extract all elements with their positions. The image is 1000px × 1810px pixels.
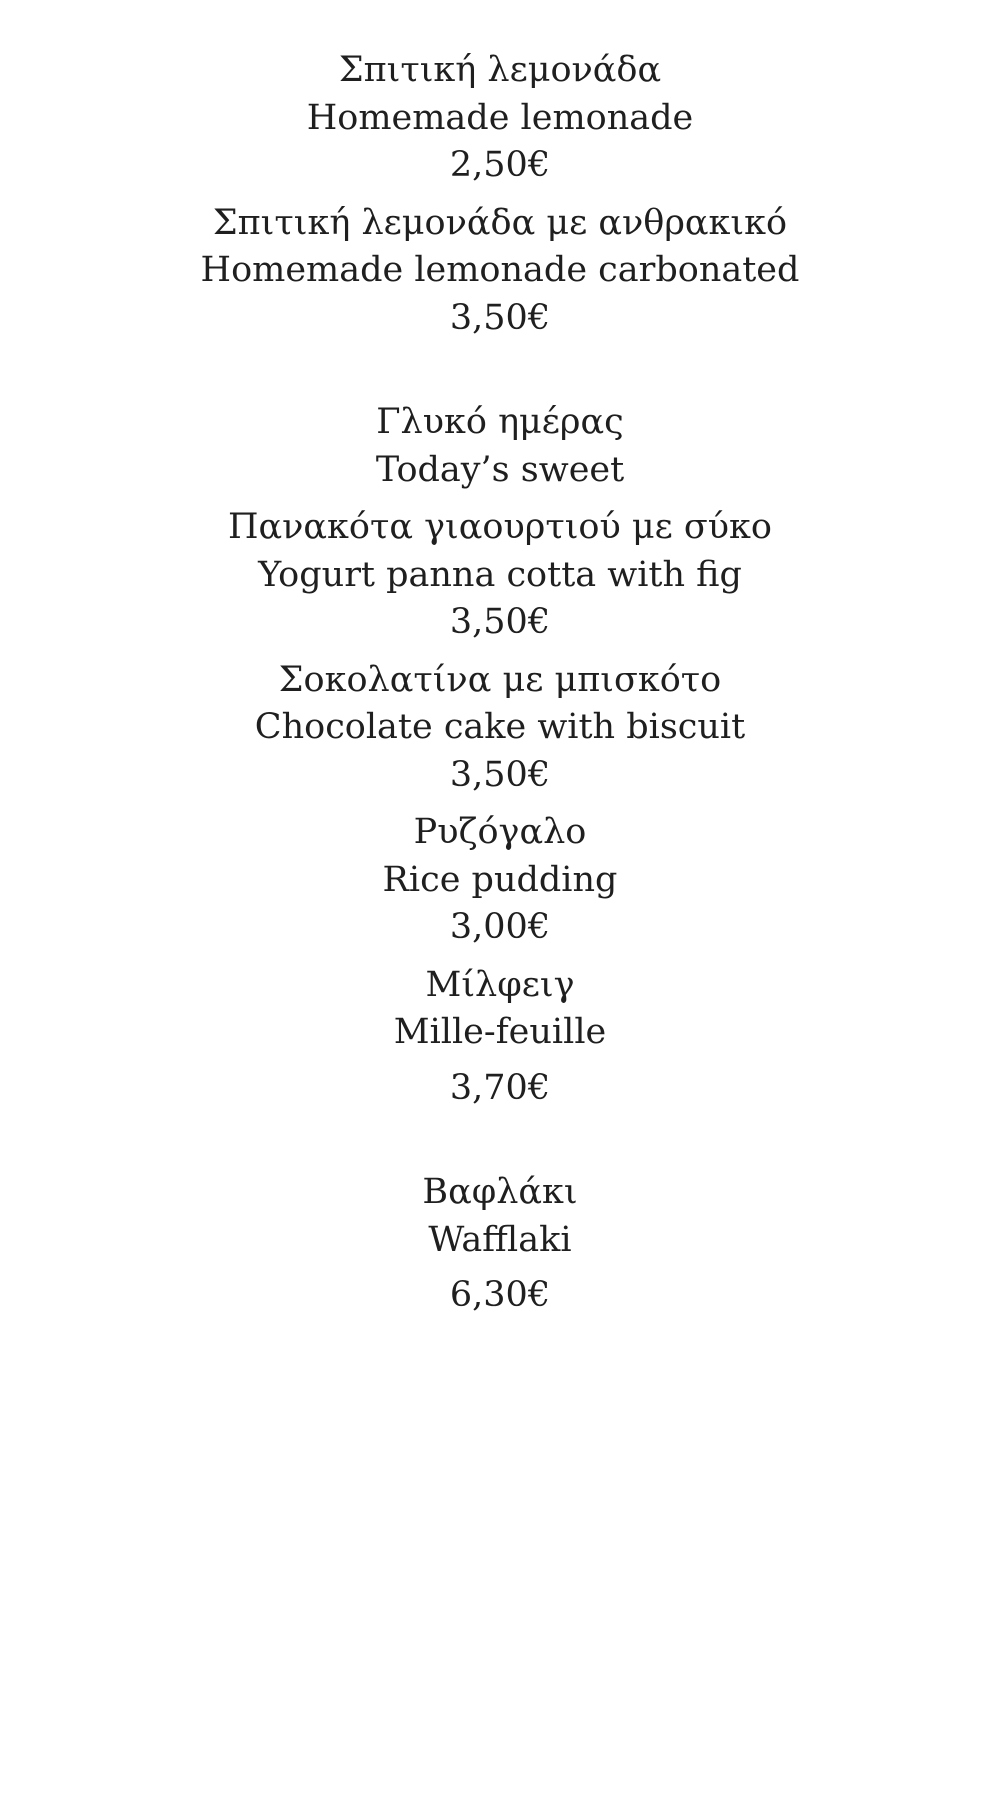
- section-spacer: [0, 1112, 1000, 1169]
- section-title-greek: Γλυκό ημέρας: [376, 402, 624, 442]
- item-name-english: Homemade lemonade: [306, 97, 694, 138]
- item-name-greek: Ρυζόγαλο: [413, 812, 587, 852]
- menu-item-rice-pudding: [0, 809, 1000, 952]
- item-name-english: Rice pudding: [382, 859, 618, 900]
- item-price: 3,50€: [449, 754, 551, 795]
- item-name-english: Wafflaki: [428, 1219, 572, 1260]
- section-spacer: [0, 342, 1000, 399]
- item-price: 6,30€: [449, 1275, 551, 1315]
- menu-item-lemonade: [0, 47, 1000, 190]
- item-name-greek: Σπιτική λεμονάδα με ανθρακικό: [212, 202, 788, 243]
- item-name-english: Mille-feuille: [393, 1012, 607, 1052]
- item-name-greek: Σοκολατίνα με μπισκότο: [278, 659, 722, 700]
- spacer: [0, 799, 1000, 809]
- item-name-english: Chocolate cake with biscuit: [254, 707, 746, 747]
- section-heading-todays-sweet: [0, 399, 1000, 494]
- item-name-greek: Μίλφειγ: [425, 964, 575, 1005]
- menu-item-lemonade-carbonated: [0, 200, 1000, 343]
- item-price: 2,50€: [449, 145, 551, 185]
- item-price: 3,50€: [449, 297, 551, 338]
- spacer: [0, 952, 1000, 962]
- menu-page: [0, 47, 1000, 1320]
- spacer: [0, 494, 1000, 504]
- menu-item-panna-cotta: [0, 504, 1000, 647]
- menu-item-chocolate-cake: [0, 657, 1000, 800]
- item-name-greek: Σπιτική λεμονάδα: [338, 50, 662, 90]
- menu-item-wafflaki: [0, 1169, 1000, 1320]
- section-title-english: Today’s sweet: [375, 449, 625, 490]
- item-name-greek: Βαφλάκι: [422, 1172, 578, 1212]
- item-name-greek: Πανακότα γιαουρτιού με σύκο: [227, 507, 773, 547]
- item-name-english: Yogurt panna cotta with fig: [258, 554, 742, 595]
- item-price: 3,50€: [449, 602, 551, 642]
- item-price: 3,00€: [449, 907, 551, 947]
- item-name-english: Homemade lemonade carbonated: [200, 250, 800, 290]
- spacer: [0, 647, 1000, 657]
- item-price: 3,70€: [449, 1067, 551, 1108]
- menu-item-mille-feuille: [0, 962, 1000, 1113]
- spacer: [0, 190, 1000, 200]
